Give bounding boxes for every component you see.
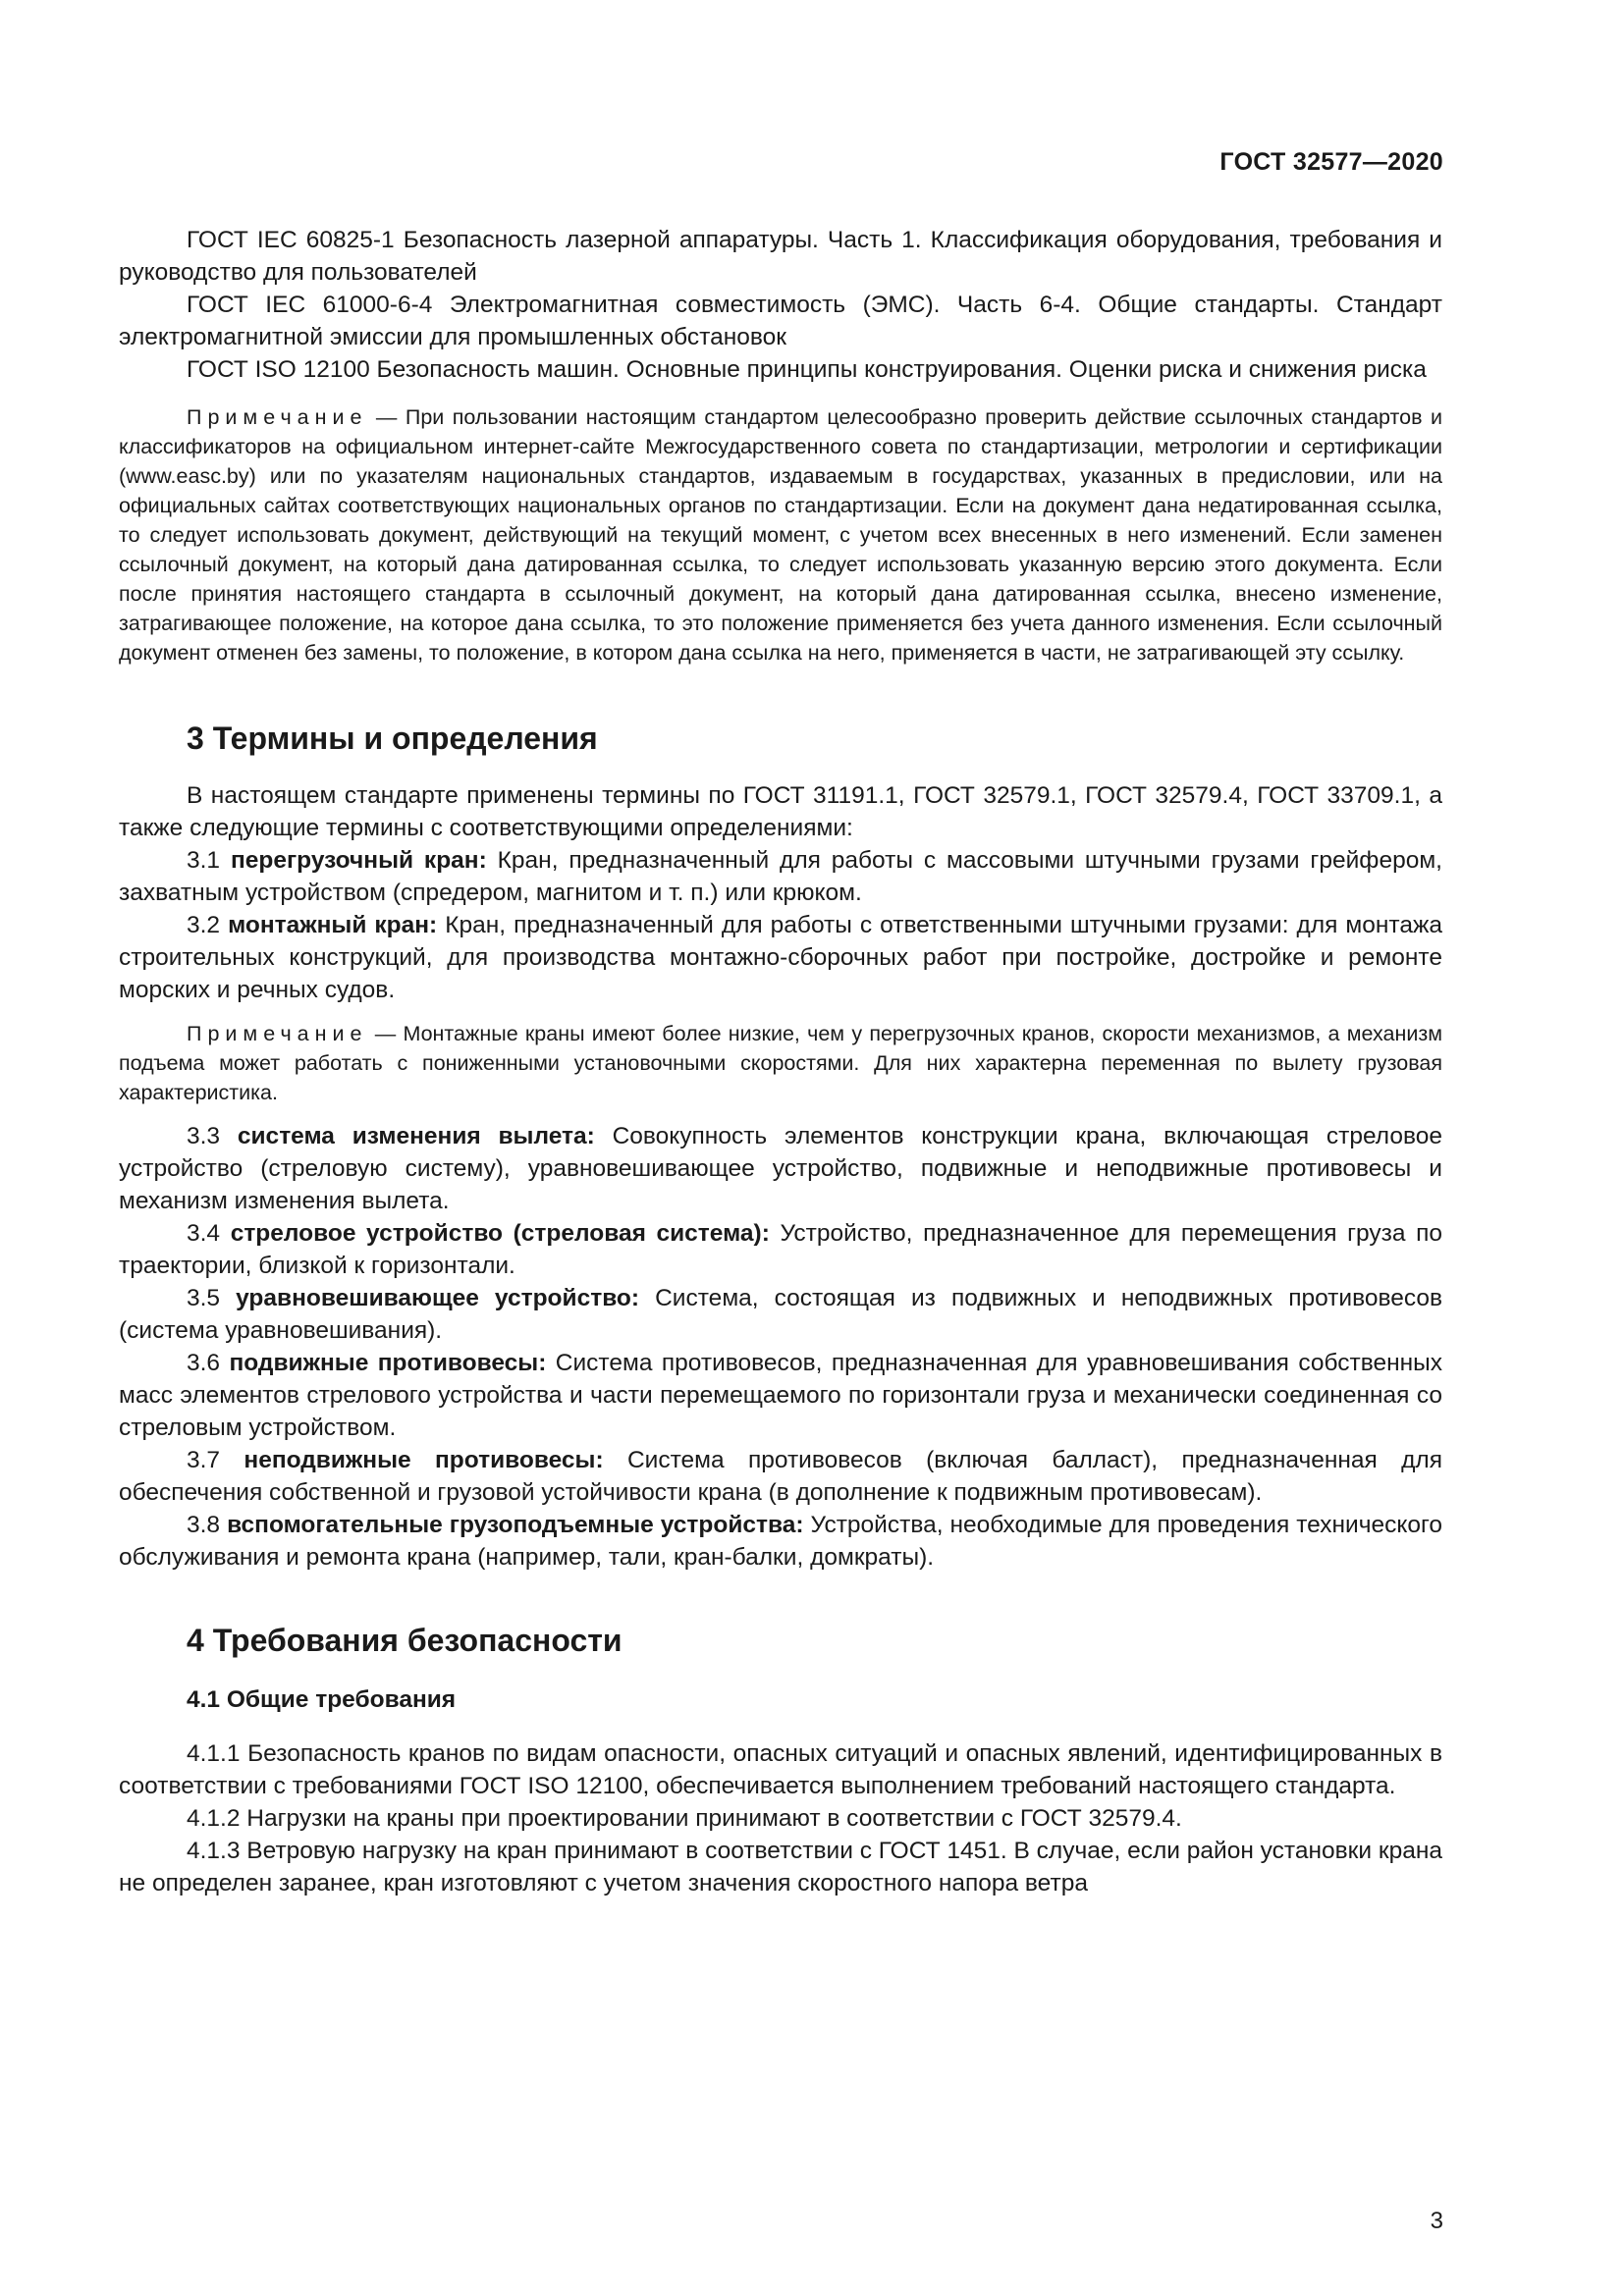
term-name: неподвижные противовесы: <box>244 1447 604 1473</box>
term-name: монтажный кран: <box>228 912 438 938</box>
term-number: 3.4 <box>187 1220 231 1247</box>
note-label: Примечание <box>187 1022 368 1045</box>
term-definition <box>119 1217 1442 1282</box>
reference-item: ГОСТ ISO 12100 Безопасность машин. Основные принципы конструирования. Оценки риска и снижения риска <box>187 356 1427 383</box>
term-text: Устройства, необходимые для проведения технического обслуживания и ремонта крана (например, тали, кран-балки, домкраты). <box>119 1512 1442 1571</box>
term-number: 3.5 <box>187 1285 237 1311</box>
page-content <box>119 224 1442 1899</box>
note-references <box>119 402 1442 667</box>
term-name: вспомогательные грузоподъемные устройства: <box>227 1512 804 1538</box>
requirement-paragraph: 4.1.1 Безопасность кранов по видам опасности, опасных ситуаций и опасных явлений, идентифицированных в соответствии с требованиями ГОСТ ISO 12100, обеспечивается выполнением требований настоящего стандарта. <box>119 1740 1442 1799</box>
subsection-4-1-heading: 4.1 Общие требования <box>187 1686 457 1713</box>
section-4-heading: 4 Требования безопасности <box>187 1623 623 1658</box>
term-number: 3.6 <box>187 1350 230 1376</box>
reference-item: ГОСТ IEC 60825-1 Безопасность лазерной аппаратуры. Часть 1. Классификация оборудования, требования и руководство для пользователей <box>119 227 1442 286</box>
reference-item: ГОСТ IEC 61000-6-4 Электромагнитная совместимость (ЭМС). Часть 6-4. Общие стандарты. Стандарт электромагнитной эмиссии для промышленных обстановок <box>119 292 1442 350</box>
note-mounting-cranes <box>119 1019 1442 1107</box>
term-text: Кран, предназначенный для работы с ответственными штучными грузами: для монтажа строительных конструкций, для производства монтажно-сборочных работ при постройке, достройке и ремонте морских и речных судов. <box>119 912 1442 1003</box>
term-name: перегрузочный кран: <box>230 847 487 874</box>
requirement-paragraph: 4.1.3 Ветровую нагрузку на кран принимают в соответствии с ГОСТ 1451. В случае, если район установки крана не определен заранее, кран изготовляют с учетом значения скоростного напора ветра <box>119 1838 1442 1896</box>
note-label: Примечание <box>187 405 368 429</box>
term-text: Система, состоящая из подвижных и неподвижных противовесов (система уравновешивания). <box>119 1285 1442 1344</box>
term-definition <box>119 1282 1442 1347</box>
term-number: 3.7 <box>187 1447 244 1473</box>
term-definition <box>119 909 1442 1006</box>
term-definition <box>119 1120 1442 1217</box>
term-name: подвижные противовесы: <box>229 1350 547 1376</box>
term-number: 3.3 <box>187 1123 238 1149</box>
term-text: Система противовесов (включая балласт), предназначенная для обеспечения собственной и грузовой устойчивости крана (в дополнение к подвижным противовесам). <box>119 1447 1442 1506</box>
section-3-intro: В настоящем стандарте применены термины по ГОСТ 31191.1, ГОСТ 32579.1, ГОСТ 32579.4, ГОСТ 33709.1, а также следующие термины с соответствующими определениями: <box>119 782 1442 841</box>
term-number: 3.1 <box>187 847 231 874</box>
term-name: стреловое устройство (стреловая система): <box>230 1220 770 1247</box>
term-name: уравновешивающее устройство: <box>236 1285 640 1311</box>
term-text: Система противовесов, предназначенная для уравновешивания собственных масс элементов стрелового устройства и части перемещаемого по горизонтали груза и механически соединенная со стреловым устройством. <box>119 1350 1442 1441</box>
note-text: — При пользовании настоящим стандартом целесообразно проверить действие ссылочных стандартов и классификаторов на официальном интернет-сайте Межгосударственного совета по стандартизации, метрологии и сертификации (www.easc.by) или по указателям национальных стандартов, издаваемым в государствах, указанных в предисловии, или на официальных сайтах соответствующих национальных органов по стандартизации. Если на документ дана недатированная ссылка, то следует использовать документ, действующий на текущий момент, с учетом всех внесенных в него изменений. Если заменен ссылочный документ, на который дана датированная ссылка, то следует использовать указанную версию этого документа. Если после принятия настоящего стандарта в ссылочный документ, на который дана датированная ссылка, внесено изменение, затрагивающее положение, на которое дана ссылка, то это положение применяется без учета данного изменения. Если ссылочный документ отменен без замены, то положение, в котором дана ссылка на него, применяется в части, не затрагивающей эту ссылку. <box>119 405 1442 665</box>
page-number: 3 <box>1430 2208 1443 2234</box>
section-3-heading: 3 Термины и определения <box>187 721 598 756</box>
term-definition <box>119 1444 1442 1509</box>
term-definition <box>119 1509 1442 1574</box>
term-name: система изменения вылета: <box>237 1123 595 1149</box>
term-definition <box>119 844 1442 909</box>
note-text: — Монтажные краны имеют более низкие, чем у перегрузочных кранов, скорости механизмов, а механизм подъема может работать с пониженными установочными скоростями. Для них характерна переменная по вылету грузовая характеристика. <box>119 1022 1442 1104</box>
term-definition <box>119 1347 1442 1444</box>
term-text: Устройство, предназначенное для перемещения груза по траектории, близкой к горизонтали. <box>119 1220 1443 1279</box>
requirement-paragraph: 4.1.2 Нагрузки на краны при проектировании принимают в соответствии с ГОСТ 32579.4. <box>187 1805 1182 1832</box>
term-text: Кран, предназначенный для работы с массовыми штучными грузами грейфером, захватным устройством (спредером, магнитом и т. п.) или крюком. <box>119 847 1442 906</box>
term-number: 3.8 <box>187 1512 228 1538</box>
term-text: Совокупность элементов конструкции крана, включающая стреловое устройство (стреловую систему), уравновешивающее устройство, подвижные и неподвижные противовесы и механизм изменения вылета. <box>119 1123 1442 1214</box>
term-number: 3.2 <box>187 912 229 938</box>
document-code: ГОСТ 32577—2020 <box>1219 148 1443 176</box>
